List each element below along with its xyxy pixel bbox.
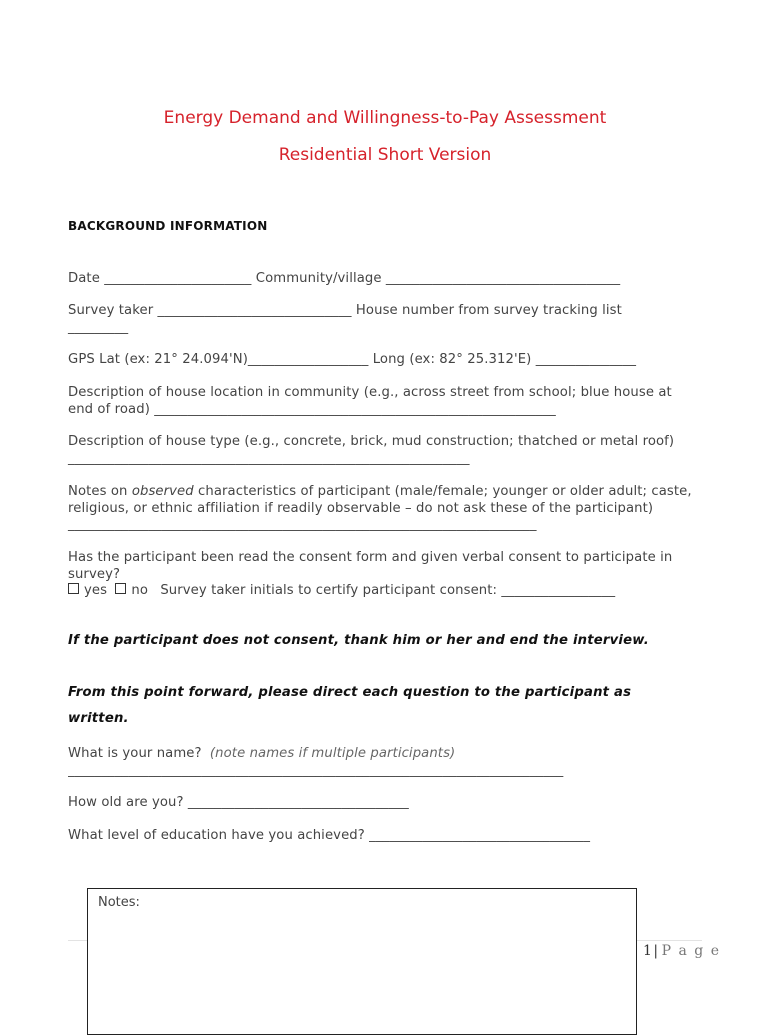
name-question-block bbox=[68, 746, 698, 779]
initials-line: Survey taker initials to certify participant consent: _________________ bbox=[160, 583, 616, 598]
consent-block bbox=[68, 550, 698, 600]
name-question: What is your name? bbox=[68, 746, 202, 761]
observed-notes-rest: characteristics of participant (male/female; younger or older adult; caste, religious, or ethnic affiliation if readily observable – do not ask these of the participant) ______________________________________________________________________ bbox=[68, 484, 692, 532]
page-number: 1 bbox=[643, 943, 654, 959]
name-answer-line: __________________________________________________________________________ bbox=[68, 762, 564, 778]
page-number-footer bbox=[643, 943, 721, 959]
notes-box[interactable] bbox=[87, 888, 637, 1035]
section-heading: BACKGROUND INFORMATION bbox=[68, 219, 268, 233]
document-subtitle: Residential Short Version bbox=[278, 145, 492, 165]
gps-line: GPS Lat (ex: 21° 24.094'N)__________________ Long (ex: 82° 25.312'E) _______________ bbox=[68, 352, 637, 367]
date-community-line: Date ______________________ Community/village ___________________________________ bbox=[68, 271, 621, 286]
observed-emphasis: observed bbox=[131, 484, 194, 499]
house-type-line: Description of house type (e.g., concrete, brick, mud construction; thatched or metal roof) ____________________________________________________________ bbox=[68, 434, 675, 466]
consent-question: Has the participant been read the consent form and given verbal consent to participate in survey? bbox=[68, 550, 673, 582]
no-checkbox[interactable] bbox=[115, 583, 126, 594]
no-consent-instruction: If the participant does not consent, thank him or her and end the interview. bbox=[68, 633, 650, 648]
page-label: P a g e bbox=[661, 943, 721, 959]
name-note: (note names if multiple participants) bbox=[209, 746, 456, 761]
document-title: Energy Demand and Willingness-to-Pay Assessment bbox=[163, 108, 607, 128]
observed-notes-prefix: Notes on bbox=[68, 484, 132, 499]
yes-label: yes bbox=[84, 583, 108, 598]
house-location-line: Description of house location in community (e.g., across street from school; blue house at end of road) ____________________________________________________________ bbox=[68, 385, 672, 417]
consent-options bbox=[68, 583, 698, 600]
yes-checkbox[interactable] bbox=[68, 583, 79, 594]
survey-taker-line: Survey taker _____________________________ House number from survey tracking list _________ bbox=[68, 303, 622, 335]
no-label: no bbox=[131, 583, 149, 598]
education-question: What level of education have you achieved? _________________________________ bbox=[68, 828, 591, 843]
forward-instruction: From this point forward, please direct each question to the participant as written. bbox=[68, 685, 632, 726]
notes-label: Notes: bbox=[98, 895, 140, 910]
age-question: How old are you? _________________________________ bbox=[68, 795, 409, 810]
observed-notes-paragraph bbox=[68, 484, 698, 534]
page-separator: | bbox=[653, 943, 660, 959]
